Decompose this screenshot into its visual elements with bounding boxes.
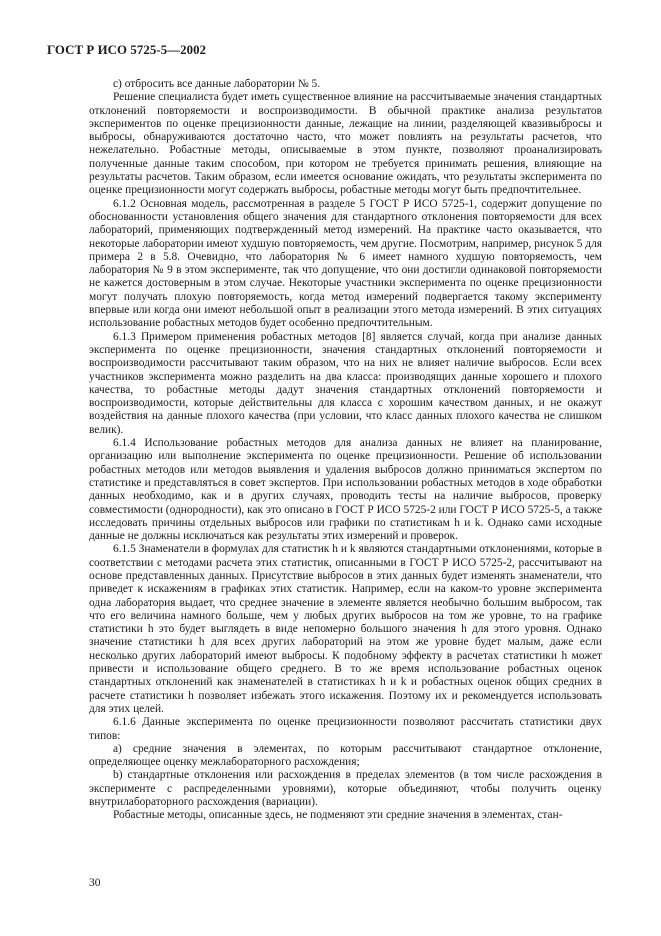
- page-number: 30: [89, 877, 101, 889]
- paragraph-6-1-5: 6.1.5 Знаменатели в формулах для статистик h и k являются стандартными отклонениями, которые в соответствии с методами расчета этих статистик, описанными в ГОСТ Р ИСО 5725-2, рассчитывают на основе представленных данных. Присутствие выбросов в этих данных будет изменять знаменатели, что приведет к искажениям в графиках этих статистик. Например, если на каком-то уровне эксперимента одна лаборатория выдает, что среднее значение в элементе является необычно большим выбросом, так что его величина намного больше, чем у любых других выбросов на том же уровне, то на графике статистики h это будет выглядеть в виде непомерно большого значения h для этого уровня. Однако значение статистики h для всех других лабораторий на этом же уровне будет малым, даже если несколько других лабораторий имеют выбросы. К подобному эффекту в расчетах статистики h может привести и использование общего среднего. В то же время использование робастных оценок стандартных отклонений как знаменателей в статистиках h и k и робастных оценок общих средних в расчете статистики h позволяет избежать этого искажения. Поэтому их и рекомендуется использовать для этих целей.: [89, 543, 602, 715]
- list-item-a: a) средние значения в элементах, по которым рассчитывают стандартное отклонение, определяющее оценку межлабораторного расхождения;: [89, 742, 602, 769]
- document-body: [89, 78, 602, 823]
- paragraph-option-c: с) отбросить все данные лаборатории № 5.: [113, 78, 321, 90]
- paragraph-robust-methods-cont: Робастные методы, описанные здесь, не подменяют эти средние значения в элементах, стан-: [113, 809, 563, 822]
- paragraph-6-1-4: 6.1.4 Использование робастных методов для анализа данных не влияет на планирование, организацию или выполнение эксперимента по оценке прецизионности. Решение об использовании робастных методов или методов выявления и удаления выбросов должно приниматься экспертом по статистике и представляться в совет экспертов. При использовании робастных методов в ходе обработки данных необходимо, как и в других случаях, проводить тесты на наличие выбросов, проверку совместимости (однородности), как это описано в ГОСТ Р ИСО 5725-2 или ГОСТ Р ИСО 5725-5, а также исследовать причины отдельных выбросов или графики по статистикам h и k. Однако сами исходные данные не должны исключаться как результаты этих измерений и проверок.: [89, 437, 602, 543]
- paragraph-6-1-2: 6.1.2 Основная модель, рассмотренная в разделе 5 ГОСТ Р ИСО 5725-1, содержит допущение по обоснованности установления общего значения для стандартного отклонения повторяемости для всех лабораторий, применяющих подтвержденный метод измерений. На практике часто оказывается, что некоторые лаборатории имеют худшую повторяемость, чем другие. Посмотрим, например, рисунок 5 для примера 2 в 5.8. Очевидно, что лаборатория № 6 имеет намного худшую повторяемость, чем лаборатория № 9 в этом эксперименте, так что допущение, что они достигли одинаковой повторяемости не кажется достоверным в этом случае. Некоторые участники эксперимента по оценке прецизионности могут получать плохую повторяемость, когда метод измерений подвергается такому эксперименту впервые или когда они имеют небольшой опыт в реализации этого метода измерений. В этих ситуациях использование робастных методов будет особенно предпочтительным.: [89, 197, 602, 330]
- paragraph-robust-intro: Решение специалиста будет иметь существенное влияние на рассчитываемые значения стандартных отклонений повторяемости и воспроизводимости. В обычной практике анализа результатов экспериментов по оценке прецизионности данные, лежащие на линии, разделяющей квазивыбросы и выбросы, обнаруживаются достаточно часто, что может повлиять на результаты расчетов, что нежелательно. Робастные методы, описываемые в этом пункте, позволяют проанализировать полученные данные таким способом, при котором не требуется принимать решения, влияющие на результаты расчетов. Таким образом, если имеется основание ожидать, что результаты эксперимента по оценке прецизионности могут содержать выбросы, робастные методы могут быть предпочтительнее.: [89, 91, 602, 197]
- document-header: ГОСТ Р ИСО 5725-5—2002: [47, 43, 207, 57]
- paragraph-6-1-3: 6.1.3 Примером применения робастных методов [8] является случай, когда при анализе данных эксперимента по оценке прецизионности, значения стандартных отклонений повторяемости и воспроизводимости рассчитывают таким образом, что на них не влияет наличие выбросов. Если всех участников эксперимента можно разделить на два класса: производящих данные хорошего и плохого качества, то робастные методы дадут значения стандартных отклонений повторяемости и воспроизводимости, которые действительны для класса с хорошим качеством данных, и не окажут воздействия на данные плохого качества (при условии, что класс данных плохого качества не слишком велик).: [89, 330, 602, 436]
- list-item-b: b) стандартные отклонения или расхождения в пределах элементов (в том числе расхождения в эксперименте с распределенными уровнями), которые объединяют, чтобы получить оценку внутрилабораторного расхождения (вариации).: [89, 769, 602, 809]
- paragraph-6-1-6: 6.1.6 Данные эксперимента по оценке прецизионности позволяют рассчитать статистики двух типов:: [89, 716, 602, 742]
